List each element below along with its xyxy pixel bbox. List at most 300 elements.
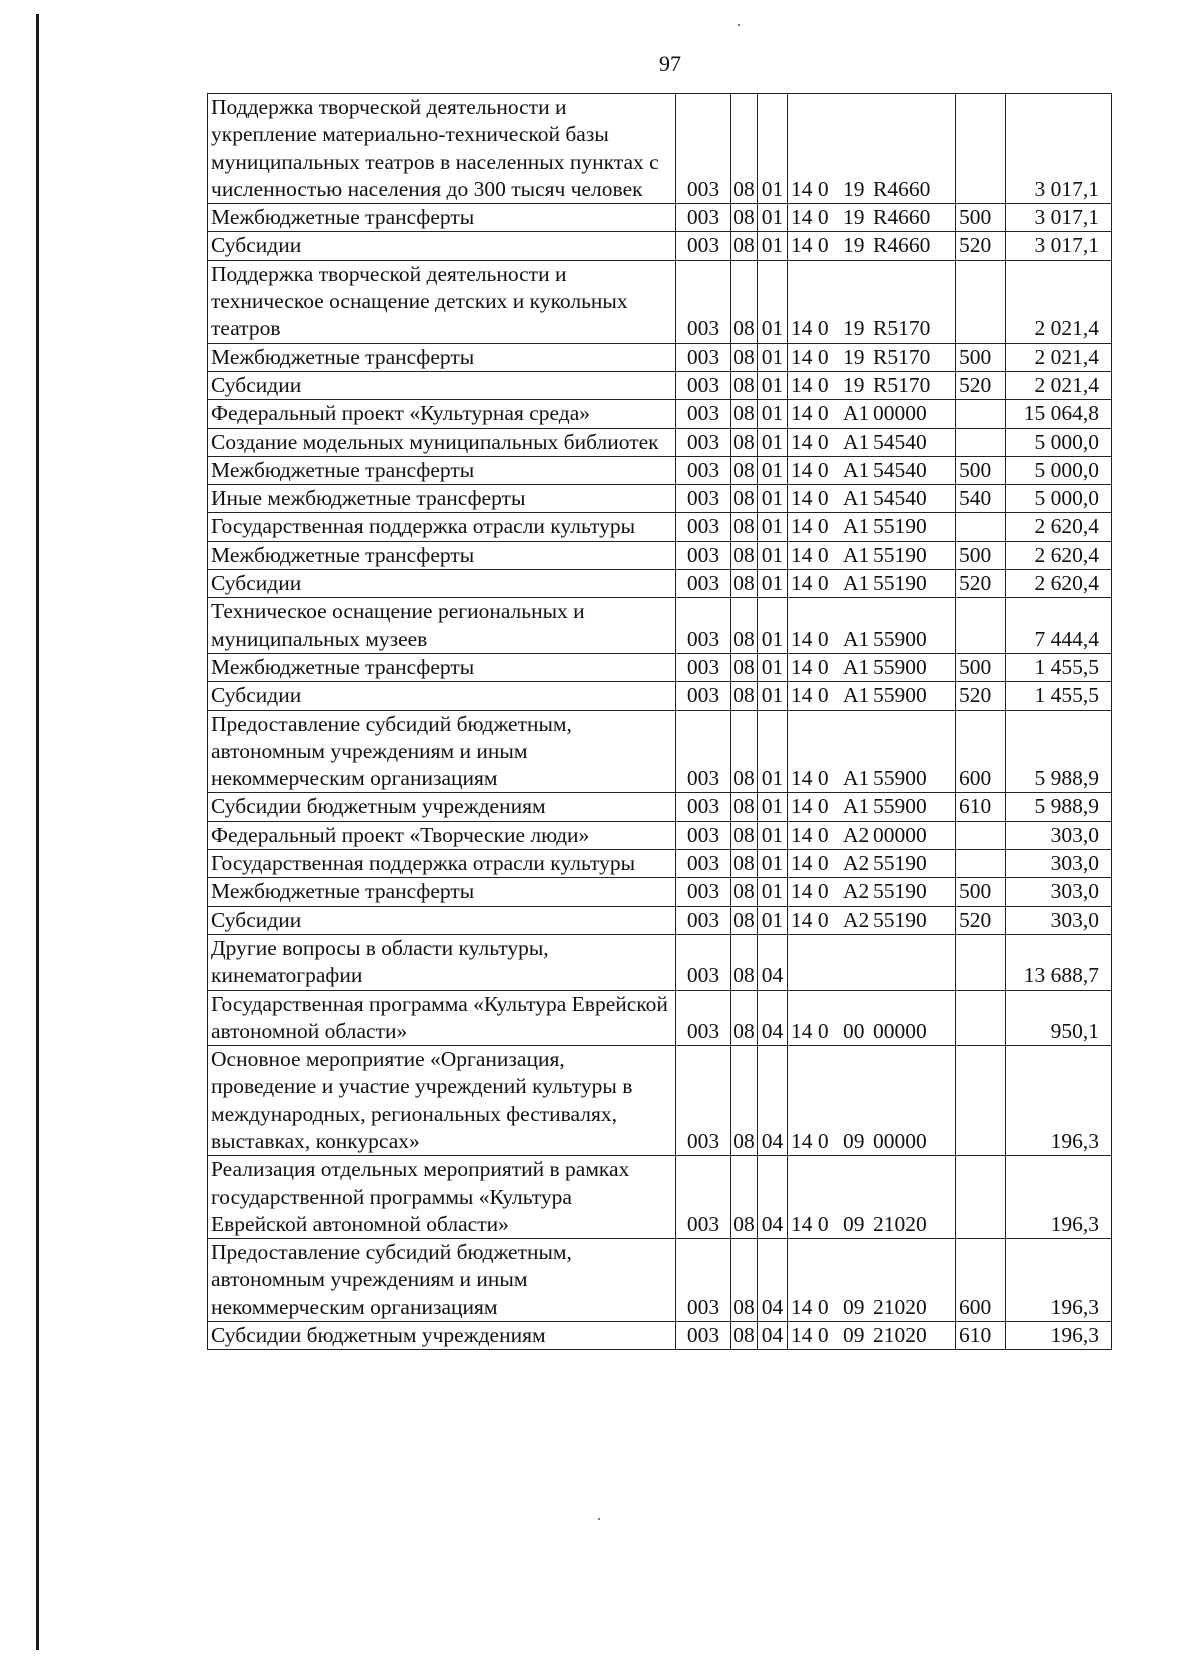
- row-name: Поддержка творческой деятельности и укрепление материально-технической базы муниципальных театров в населенных пунктах с численностью населения до 300 тысяч человек: [208, 94, 676, 204]
- row-target-article: [788, 990, 956, 1046]
- row-target-event: A2: [843, 907, 870, 932]
- row-expense-type: 520: [956, 682, 1006, 710]
- row-subsection-code: 01: [758, 878, 788, 906]
- row-target-direction: 55900: [873, 654, 927, 679]
- row-ministry-code: 003: [676, 990, 731, 1046]
- row-target-event: 19: [843, 344, 865, 369]
- row-expense-type: 610: [956, 1322, 1006, 1350]
- row-name: Техническое оснащение региональных и муниципальных музеев: [208, 598, 676, 654]
- row-target-event: 09: [843, 1128, 865, 1153]
- row-expense-type: [956, 513, 1006, 541]
- row-target-article: [788, 934, 956, 990]
- row-target-article: [788, 793, 956, 821]
- row-target-direction: R5170: [873, 372, 931, 397]
- row-subsection-code: 01: [758, 343, 788, 371]
- row-subsection-code: 01: [758, 485, 788, 513]
- row-target-direction: 55190: [873, 514, 927, 539]
- row-amount: 2 021,4: [1006, 371, 1112, 399]
- scan-border-line: [36, 14, 39, 1650]
- row-target-article: [788, 260, 956, 343]
- table-row: [208, 400, 1112, 428]
- row-target-event: 09: [843, 1323, 865, 1348]
- row-target-event: 09: [843, 1294, 865, 1319]
- row-amount: 3 017,1: [1006, 204, 1112, 232]
- row-ministry-code: 003: [676, 906, 731, 934]
- row-ministry-code: 003: [676, 456, 731, 484]
- row-expense-type: 520: [956, 232, 1006, 260]
- row-target-direction: 55900: [873, 794, 927, 819]
- row-target-event: A1: [843, 542, 870, 567]
- row-target-program: 14 0: [791, 457, 829, 482]
- row-name: Государственная поддержка отрасли культуры: [208, 850, 676, 878]
- row-amount: 5 988,9: [1006, 793, 1112, 821]
- table-row: [208, 1239, 1112, 1322]
- row-amount: 303,0: [1006, 850, 1112, 878]
- row-target-direction: 00000: [873, 401, 927, 426]
- table-row: [208, 710, 1112, 793]
- table-row: [208, 934, 1112, 990]
- row-target-program: 14 0: [791, 316, 829, 341]
- row-expense-type: 500: [956, 343, 1006, 371]
- row-target-direction: 00000: [873, 1128, 927, 1153]
- row-section-code: 08: [731, 1322, 758, 1350]
- row-name: Субсидии: [208, 682, 676, 710]
- row-section-code: 08: [731, 94, 758, 204]
- row-target-direction: 54540: [873, 457, 927, 482]
- row-ministry-code: 003: [676, 1239, 731, 1322]
- row-amount: 5 000,0: [1006, 456, 1112, 484]
- row-ministry-code: 003: [676, 878, 731, 906]
- row-target-article: [788, 513, 956, 541]
- row-amount: 303,0: [1006, 821, 1112, 849]
- row-section-code: 08: [731, 204, 758, 232]
- row-target-program: 14 0: [791, 205, 829, 230]
- row-name: Иные межбюджетные трансферты: [208, 485, 676, 513]
- row-subsection-code: 01: [758, 513, 788, 541]
- row-subsection-code: 01: [758, 906, 788, 934]
- table-row: [208, 260, 1112, 343]
- table-row: [208, 990, 1112, 1046]
- row-subsection-code: 04: [758, 1156, 788, 1239]
- row-target-event: 00: [843, 1018, 865, 1043]
- table-row: [208, 878, 1112, 906]
- row-amount: 196,3: [1006, 1156, 1112, 1239]
- row-section-code: 08: [731, 570, 758, 598]
- row-section-code: 08: [731, 1046, 758, 1156]
- row-target-event: 19: [843, 176, 865, 201]
- row-name: Реализация отдельных мероприятий в рамках государственной программы «Культура Еврейской автономной области»: [208, 1156, 676, 1239]
- row-name: Федеральный проект «Творческие люди»: [208, 821, 676, 849]
- row-ministry-code: 003: [676, 428, 731, 456]
- table-row: [208, 541, 1112, 569]
- row-ministry-code: 003: [676, 485, 731, 513]
- row-expense-type: [956, 850, 1006, 878]
- row-target-direction: 00000: [873, 1018, 927, 1043]
- row-target-article: [788, 204, 956, 232]
- row-target-program: 14 0: [791, 401, 829, 426]
- row-target-program: 14 0: [791, 907, 829, 932]
- row-name: Субсидии: [208, 371, 676, 399]
- row-amount: 303,0: [1006, 878, 1112, 906]
- row-ministry-code: 003: [676, 682, 731, 710]
- row-expense-type: 540: [956, 485, 1006, 513]
- row-section-code: 08: [731, 682, 758, 710]
- row-amount: 15 064,8: [1006, 400, 1112, 428]
- row-target-article: [788, 1046, 956, 1156]
- table-row: [208, 204, 1112, 232]
- row-target-program: 14 0: [791, 233, 829, 258]
- row-target-program: 14 0: [791, 344, 829, 369]
- row-expense-type: 500: [956, 456, 1006, 484]
- row-section-code: 08: [731, 1239, 758, 1322]
- row-name: Субсидии: [208, 570, 676, 598]
- row-name: Федеральный проект «Культурная среда»: [208, 400, 676, 428]
- row-amount: 5 000,0: [1006, 485, 1112, 513]
- row-target-event: A1: [843, 571, 870, 596]
- row-subsection-code: 01: [758, 682, 788, 710]
- row-subsection-code: 01: [758, 371, 788, 399]
- row-expense-type: 520: [956, 570, 1006, 598]
- row-subsection-code: 01: [758, 850, 788, 878]
- row-target-direction: 55900: [873, 683, 927, 708]
- row-expense-type: 500: [956, 653, 1006, 681]
- row-amount: 3 017,1: [1006, 94, 1112, 204]
- row-section-code: 08: [731, 513, 758, 541]
- row-name: Предоставление субсидий бюджетным, автономным учреждениям и иным некоммерческим организациям: [208, 710, 676, 793]
- table-row: [208, 343, 1112, 371]
- table-row: [208, 598, 1112, 654]
- row-target-program: 14 0: [791, 794, 829, 819]
- row-name: Межбюджетные трансферты: [208, 878, 676, 906]
- row-ministry-code: 003: [676, 204, 731, 232]
- row-target-direction: 21020: [873, 1211, 927, 1236]
- row-amount: 3 017,1: [1006, 232, 1112, 260]
- row-ministry-code: 003: [676, 260, 731, 343]
- row-ministry-code: 003: [676, 710, 731, 793]
- row-subsection-code: 01: [758, 541, 788, 569]
- table-row: [208, 232, 1112, 260]
- row-section-code: 08: [731, 1156, 758, 1239]
- table-row: [208, 1156, 1112, 1239]
- row-target-article: [788, 906, 956, 934]
- row-target-program: 14 0: [791, 486, 829, 511]
- row-expense-type: 600: [956, 710, 1006, 793]
- row-target-article: [788, 400, 956, 428]
- row-target-program: 14 0: [791, 571, 829, 596]
- row-target-event: 19: [843, 233, 865, 258]
- scan-speck: [598, 1518, 600, 1520]
- row-ministry-code: 003: [676, 513, 731, 541]
- row-ministry-code: 003: [676, 821, 731, 849]
- row-ministry-code: 003: [676, 793, 731, 821]
- row-target-program: 14 0: [791, 176, 829, 201]
- row-subsection-code: 01: [758, 232, 788, 260]
- row-expense-type: 500: [956, 204, 1006, 232]
- row-name: Межбюджетные трансферты: [208, 653, 676, 681]
- table-row: [208, 371, 1112, 399]
- table-row: [208, 570, 1112, 598]
- scan-speck: [738, 24, 740, 26]
- row-name: Межбюджетные трансферты: [208, 456, 676, 484]
- row-name: Государственная программа «Культура Еврейской автономной области»: [208, 990, 676, 1046]
- row-section-code: 08: [731, 653, 758, 681]
- row-ministry-code: 003: [676, 850, 731, 878]
- row-target-program: 14 0: [791, 514, 829, 539]
- row-target-direction: R4660: [873, 205, 931, 230]
- table-row: [208, 793, 1112, 821]
- row-subsection-code: 01: [758, 793, 788, 821]
- row-amount: 196,3: [1006, 1046, 1112, 1156]
- row-ministry-code: 003: [676, 232, 731, 260]
- table-row: [208, 428, 1112, 456]
- row-target-article: [788, 541, 956, 569]
- row-target-direction: 55190: [873, 907, 927, 932]
- table-row: [208, 821, 1112, 849]
- row-name: Основное мероприятие «Организация, проведение и участие учреждений культуры в международных, региональных фестивалях, выставках, конкурсах»: [208, 1046, 676, 1156]
- row-section-code: 08: [731, 232, 758, 260]
- table-row: [208, 485, 1112, 513]
- row-expense-type: [956, 428, 1006, 456]
- row-subsection-code: 04: [758, 1239, 788, 1322]
- row-amount: 950,1: [1006, 990, 1112, 1046]
- row-name: Предоставление субсидий бюджетным, автономным учреждениям и иным некоммерческим организациям: [208, 1239, 676, 1322]
- row-name: Поддержка творческой деятельности и техническое оснащение детских и кукольных театров: [208, 260, 676, 343]
- row-target-event: 09: [843, 1211, 865, 1236]
- row-ministry-code: 003: [676, 1046, 731, 1156]
- row-target-event: A1: [843, 486, 870, 511]
- row-target-direction: 54540: [873, 486, 927, 511]
- row-target-article: [788, 850, 956, 878]
- row-subsection-code: 01: [758, 260, 788, 343]
- row-subsection-code: 01: [758, 598, 788, 654]
- row-target-event: 19: [843, 205, 865, 230]
- row-target-direction: 55190: [873, 542, 927, 567]
- row-target-article: [788, 1322, 956, 1350]
- row-target-program: 14 0: [791, 1018, 829, 1043]
- row-target-event: 19: [843, 316, 865, 341]
- row-target-event: A1: [843, 401, 870, 426]
- row-target-direction: R5170: [873, 316, 931, 341]
- row-expense-type: 520: [956, 906, 1006, 934]
- row-ministry-code: 003: [676, 653, 731, 681]
- row-expense-type: [956, 821, 1006, 849]
- row-target-article: [788, 371, 956, 399]
- row-expense-type: 520: [956, 371, 1006, 399]
- row-subsection-code: 04: [758, 934, 788, 990]
- row-expense-type: [956, 400, 1006, 428]
- row-target-direction: R4660: [873, 233, 931, 258]
- row-target-article: [788, 821, 956, 849]
- row-name: Субсидии бюджетным учреждениям: [208, 1322, 676, 1350]
- row-ministry-code: 003: [676, 400, 731, 428]
- row-name: Создание модельных муниципальных библиотек: [208, 428, 676, 456]
- row-target-program: 14 0: [791, 1294, 829, 1319]
- row-ministry-code: 003: [676, 343, 731, 371]
- row-expense-type: [956, 260, 1006, 343]
- row-amount: 196,3: [1006, 1239, 1112, 1322]
- row-target-article: [788, 232, 956, 260]
- table-row: [208, 94, 1112, 204]
- row-amount: 5 988,9: [1006, 710, 1112, 793]
- row-name: Межбюджетные трансферты: [208, 204, 676, 232]
- budget-table: [207, 93, 1112, 1350]
- row-target-event: A2: [843, 879, 870, 904]
- row-target-direction: 55190: [873, 571, 927, 596]
- row-section-code: 08: [731, 343, 758, 371]
- row-expense-type: 500: [956, 541, 1006, 569]
- row-section-code: 08: [731, 934, 758, 990]
- row-name: Субсидии: [208, 906, 676, 934]
- row-section-code: 08: [731, 371, 758, 399]
- row-target-program: 14 0: [791, 1128, 829, 1153]
- row-target-event: 19: [843, 372, 865, 397]
- row-target-program: 14 0: [791, 766, 829, 791]
- row-amount: 2 021,4: [1006, 260, 1112, 343]
- row-amount: 1 455,5: [1006, 682, 1112, 710]
- row-name: Субсидии: [208, 232, 676, 260]
- row-section-code: 08: [731, 990, 758, 1046]
- row-section-code: 08: [731, 906, 758, 934]
- row-target-direction: 21020: [873, 1323, 927, 1348]
- row-name: Межбюджетные трансферты: [208, 541, 676, 569]
- row-target-article: [788, 570, 956, 598]
- row-target-direction: 55900: [873, 626, 927, 651]
- row-section-code: 08: [731, 260, 758, 343]
- row-target-direction: 21020: [873, 1294, 927, 1319]
- row-ministry-code: 003: [676, 371, 731, 399]
- row-subsection-code: 01: [758, 710, 788, 793]
- row-ministry-code: 003: [676, 1322, 731, 1350]
- row-target-direction: R4660: [873, 176, 931, 201]
- row-target-article: [788, 343, 956, 371]
- table-body: [208, 94, 1112, 1350]
- row-expense-type: 600: [956, 1239, 1006, 1322]
- row-amount: 196,3: [1006, 1322, 1112, 1350]
- row-section-code: 08: [731, 710, 758, 793]
- row-target-article: [788, 485, 956, 513]
- row-subsection-code: 01: [758, 94, 788, 204]
- row-target-event: A1: [843, 683, 870, 708]
- row-subsection-code: 01: [758, 653, 788, 681]
- row-ministry-code: 003: [676, 1156, 731, 1239]
- row-amount: 7 444,4: [1006, 598, 1112, 654]
- table-row: [208, 906, 1112, 934]
- row-target-article: [788, 682, 956, 710]
- row-target-program: 14 0: [791, 372, 829, 397]
- row-subsection-code: 01: [758, 400, 788, 428]
- row-target-direction: 55190: [873, 879, 927, 904]
- row-target-direction: 55900: [873, 766, 927, 791]
- table-row: [208, 653, 1112, 681]
- row-target-program: 14 0: [791, 851, 829, 876]
- row-subsection-code: 04: [758, 1322, 788, 1350]
- table-row: [208, 1322, 1112, 1350]
- row-target-event: A1: [843, 626, 870, 651]
- row-section-code: 08: [731, 878, 758, 906]
- row-target-article: [788, 94, 956, 204]
- row-ministry-code: 003: [676, 94, 731, 204]
- row-target-program: 14 0: [791, 683, 829, 708]
- row-amount: 2 620,4: [1006, 570, 1112, 598]
- row-ministry-code: 003: [676, 541, 731, 569]
- row-target-article: [788, 428, 956, 456]
- row-amount: 2 620,4: [1006, 513, 1112, 541]
- row-section-code: 08: [731, 793, 758, 821]
- row-subsection-code: 01: [758, 821, 788, 849]
- row-target-event: A1: [843, 457, 870, 482]
- row-subsection-code: 04: [758, 990, 788, 1046]
- row-target-event: A1: [843, 514, 870, 539]
- row-target-event: A2: [843, 822, 870, 847]
- row-target-article: [788, 878, 956, 906]
- row-target-program: 14 0: [791, 1323, 829, 1348]
- row-target-program: 14 0: [791, 626, 829, 651]
- row-ministry-code: 003: [676, 570, 731, 598]
- row-ministry-code: 003: [676, 934, 731, 990]
- row-target-direction: 00000: [873, 822, 927, 847]
- row-subsection-code: 01: [758, 428, 788, 456]
- row-amount: 2 620,4: [1006, 541, 1112, 569]
- row-target-direction: 54540: [873, 429, 927, 454]
- row-expense-type: [956, 1156, 1006, 1239]
- table-row: [208, 682, 1112, 710]
- row-name: Государственная поддержка отрасли культуры: [208, 513, 676, 541]
- row-amount: 303,0: [1006, 906, 1112, 934]
- row-target-program: 14 0: [791, 822, 829, 847]
- row-expense-type: [956, 934, 1006, 990]
- row-section-code: 08: [731, 428, 758, 456]
- row-section-code: 08: [731, 598, 758, 654]
- row-amount: 5 000,0: [1006, 428, 1112, 456]
- row-target-article: [788, 598, 956, 654]
- row-target-event: A1: [843, 794, 870, 819]
- row-target-program: 14 0: [791, 879, 829, 904]
- row-target-program: 14 0: [791, 429, 829, 454]
- row-section-code: 08: [731, 456, 758, 484]
- row-section-code: 08: [731, 541, 758, 569]
- row-target-event: A2: [843, 851, 870, 876]
- row-target-article: [788, 1239, 956, 1322]
- row-amount: 2 021,4: [1006, 343, 1112, 371]
- row-amount: 1 455,5: [1006, 653, 1112, 681]
- row-section-code: 08: [731, 485, 758, 513]
- row-subsection-code: 01: [758, 204, 788, 232]
- row-subsection-code: 01: [758, 570, 788, 598]
- row-section-code: 08: [731, 400, 758, 428]
- row-expense-type: 500: [956, 878, 1006, 906]
- row-target-event: A1: [843, 766, 870, 791]
- row-name: Субсидии бюджетным учреждениям: [208, 793, 676, 821]
- row-amount: 13 688,7: [1006, 934, 1112, 990]
- row-target-direction: R5170: [873, 344, 931, 369]
- table-row: [208, 1046, 1112, 1156]
- row-expense-type: [956, 94, 1006, 204]
- row-section-code: 08: [731, 821, 758, 849]
- row-target-program: 14 0: [791, 1211, 829, 1236]
- row-expense-type: 610: [956, 793, 1006, 821]
- row-expense-type: [956, 598, 1006, 654]
- row-target-direction: 55190: [873, 851, 927, 876]
- row-subsection-code: 01: [758, 456, 788, 484]
- row-ministry-code: 003: [676, 598, 731, 654]
- table-row: [208, 850, 1112, 878]
- row-expense-type: [956, 1046, 1006, 1156]
- page-number: 97: [659, 51, 681, 76]
- row-target-article: [788, 456, 956, 484]
- row-subsection-code: 04: [758, 1046, 788, 1156]
- row-target-event: A1: [843, 654, 870, 679]
- row-target-program: 14 0: [791, 654, 829, 679]
